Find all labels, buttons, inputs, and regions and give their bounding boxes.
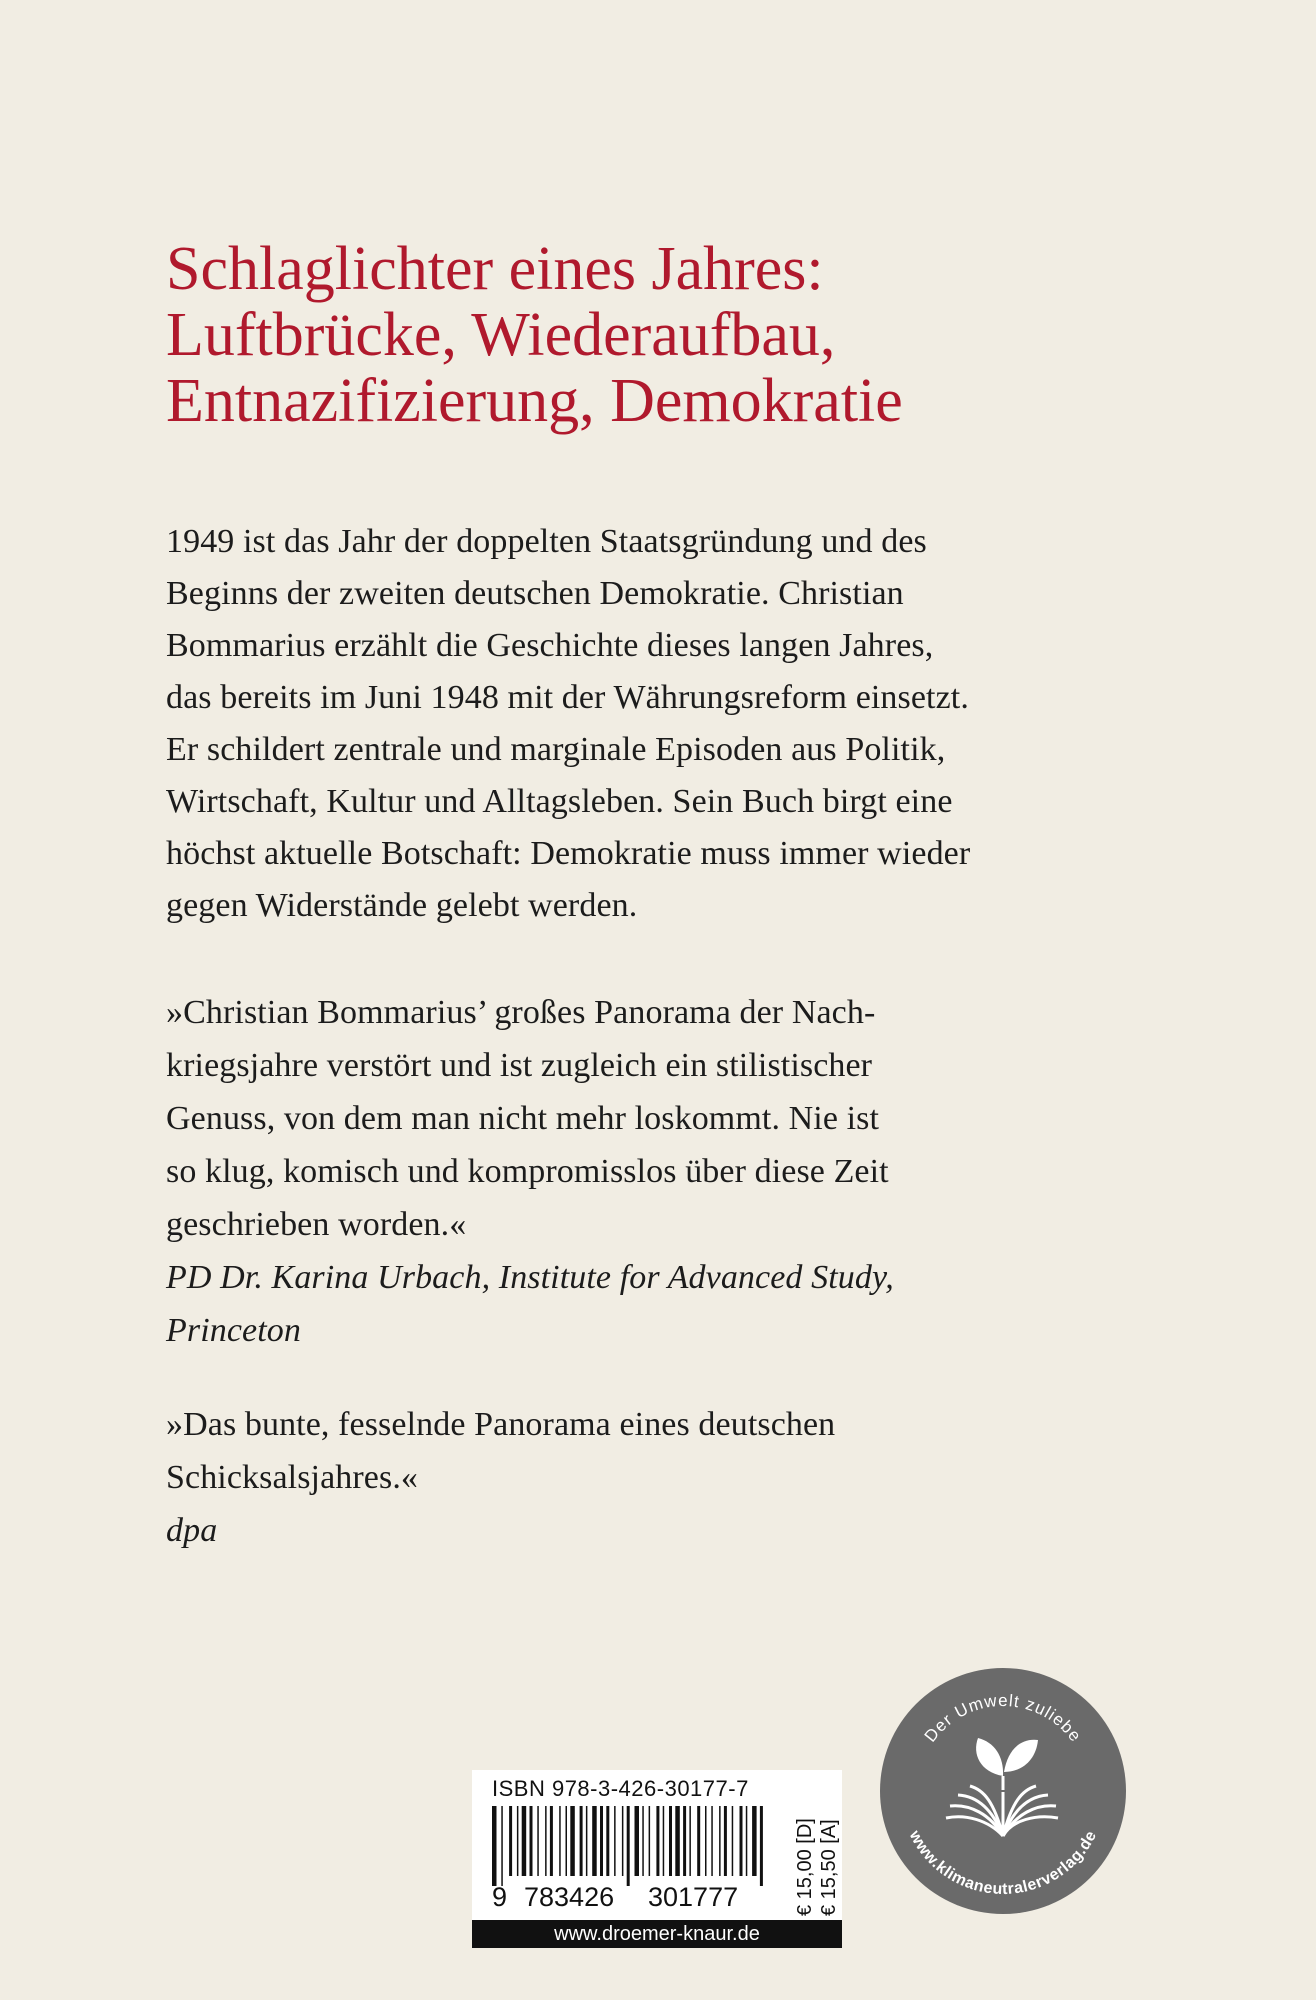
svg-text:www.klimaneutralerverlag.de — [905, 1827, 1100, 1898]
quote-source: Princeton — [166, 1312, 301, 1349]
barcode-bar — [545, 1806, 547, 1876]
barcode-bar — [719, 1806, 721, 1876]
barcode-bar — [732, 1806, 734, 1876]
badge-text-bottom: www.klimaneutralerverlag.de — [905, 1827, 1101, 1899]
isbn-barcode-label — [472, 1770, 842, 1948]
barcode-bar — [566, 1806, 568, 1876]
description-line: Bommarius erzählt die Geschichte dieses langen Jahres, — [166, 627, 934, 664]
barcode-bar — [711, 1806, 713, 1876]
badge-graphic — [880, 1668, 1126, 1914]
svg-text:Der Umwelt zuliebe — [921, 1691, 1086, 1746]
barcode-bar — [760, 1806, 763, 1886]
barcode-bar — [656, 1806, 659, 1876]
ean-left-digits: 783426 — [524, 1882, 615, 1912]
description-line: Er schildert zentrale und marginale Episoden aus Politik, — [166, 731, 946, 768]
badge-text-top: Der Umwelt zuliebe — [920, 1690, 1086, 1746]
description-line: höchst aktuelle Botschaft: Demokratie muss immer wieder — [166, 835, 971, 872]
barcode-bar — [663, 1806, 665, 1876]
headline — [166, 236, 1246, 434]
barcode-bar — [740, 1806, 743, 1876]
book-leaf-icon — [946, 1738, 1058, 1836]
ean-right-digits: 301777 — [648, 1882, 739, 1912]
climate-neutral-badge — [880, 1668, 1126, 1914]
headline-line: Schlaglichter eines Jahres: — [166, 235, 824, 303]
headline-line: Entnazifizierung, Demokratie — [166, 367, 903, 435]
barcode-bar — [689, 1806, 691, 1876]
quote-line: Genuss, von dem man nicht mehr loskommt. Nie ist — [166, 1100, 880, 1137]
barcode-bar — [570, 1806, 575, 1876]
quote-line: »Das bunte, fesselnde Panorama eines deutschen — [166, 1406, 836, 1443]
price-column — [794, 1812, 844, 1916]
barcode-bar — [606, 1806, 609, 1876]
book-description — [166, 516, 1276, 932]
quote-source: dpa — [166, 1512, 218, 1549]
isbn-number: ISBN 978-3-426-30177-7 — [492, 1776, 749, 1801]
quote-line: kriegsjahre verstört und ist zugleich ein stilistischer — [166, 1047, 873, 1084]
barcode-bar — [746, 1806, 748, 1876]
price-germany: € 15,00 [D] — [794, 1818, 816, 1916]
price-austria: € 15,50 [A] — [818, 1819, 840, 1916]
description-line: 1949 ist das Jahr der doppelten Staatsgründung und des — [166, 523, 927, 560]
barcode-bar — [683, 1806, 686, 1876]
quote-line: geschrieben worden.« — [166, 1206, 467, 1243]
barcode-bar — [537, 1806, 539, 1876]
barcode-bar — [522, 1806, 527, 1876]
barcode-bar — [697, 1806, 700, 1876]
ean-first-digit: 9 — [492, 1882, 508, 1912]
barcode-bar — [649, 1806, 651, 1876]
barcode-bar — [600, 1806, 603, 1876]
barcode-bar — [517, 1806, 519, 1876]
barcode-bar — [705, 1806, 707, 1876]
review-quote-dpa — [166, 1398, 1276, 1557]
barcode-bar — [501, 1806, 503, 1886]
barcode-bar — [614, 1806, 616, 1876]
quote-line: »Christian Bommarius’ großes Panorama der Nach- — [166, 994, 876, 1031]
barcode-bar — [586, 1806, 588, 1876]
headline-line: Luftbrücke, Wiederaufbau, — [166, 301, 836, 369]
barcode-bar — [492, 1806, 497, 1886]
barcode-bar — [642, 1806, 644, 1876]
publisher-website: www.droemer-knaur.de — [472, 1920, 842, 1948]
barcode-bar — [669, 1806, 672, 1876]
quote-source: PD Dr. Karina Urbach, Institute for Advanced Study, — [166, 1259, 894, 1296]
description-line: Wirtschaft, Kultur und Alltagsleben. Sein Buch birgt eine — [166, 783, 953, 820]
quote-line: Schicksalsjahres.« — [166, 1459, 419, 1496]
barcode-bar — [530, 1806, 533, 1876]
barcode-bar — [724, 1806, 727, 1876]
barcode-bar — [550, 1806, 553, 1876]
barcode-bar — [635, 1806, 640, 1876]
barcode-bar — [559, 1806, 561, 1876]
description-line: gegen Widerstände gelebt werden. — [166, 887, 638, 924]
quote-line: so klug, komisch und kompromisslos über diese Zeit — [166, 1153, 889, 1190]
barcode-bar — [580, 1806, 583, 1876]
barcode-bar — [509, 1806, 512, 1876]
barcode-bar — [752, 1806, 757, 1876]
barcode-bar — [622, 1806, 624, 1876]
barcode-bar — [675, 1806, 680, 1876]
barcode-bar — [592, 1806, 597, 1876]
barcode-bars — [490, 1806, 776, 1886]
review-quote-urbach — [166, 986, 1276, 1357]
barcode-bar — [627, 1806, 630, 1886]
description-line: Beginns der zweiten deutschen Demokratie. Christian — [166, 575, 904, 612]
description-line: das bereits im Juni 1948 mit der Währungsreform einsetzt. — [166, 679, 969, 716]
